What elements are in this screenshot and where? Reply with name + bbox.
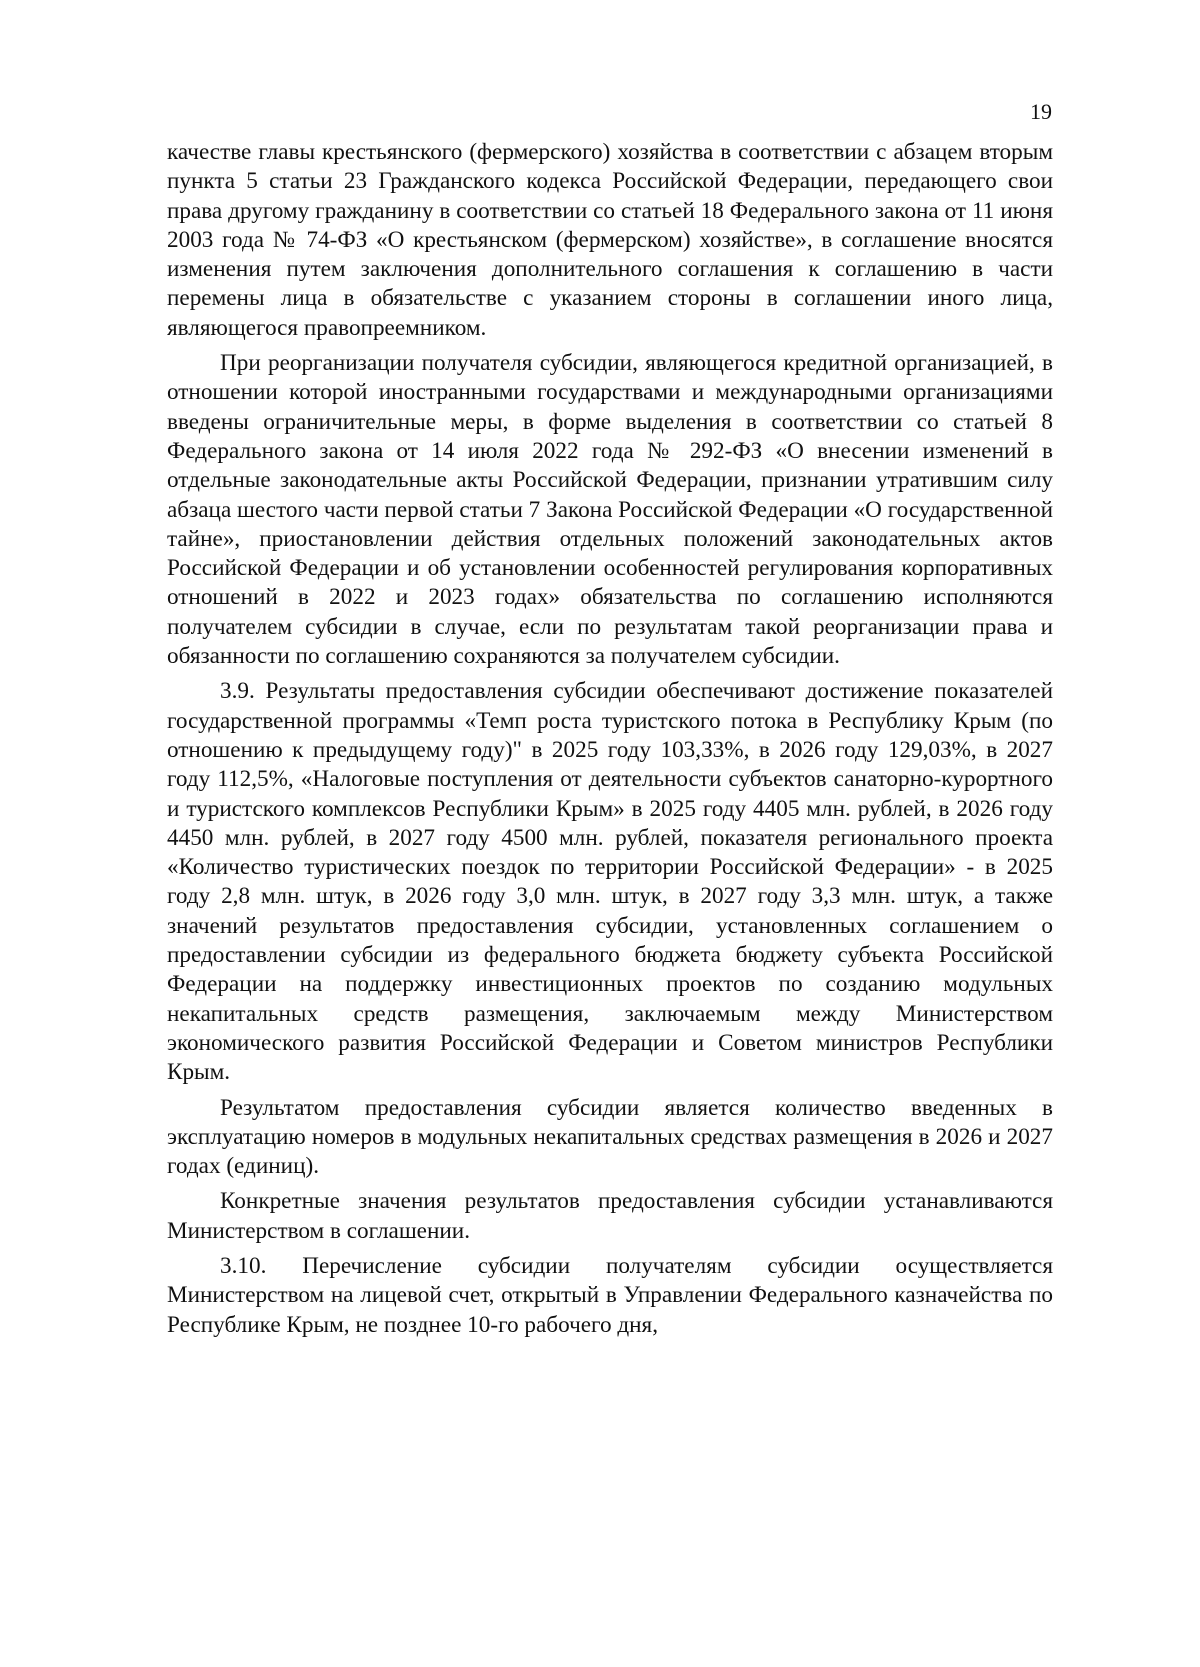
paragraph-reorganization: При реорганизации получателя субсидии, являющегося кредитной организацией, в отношении которой иностранными государствами и международными организациями введены ограничительные меры, в форме выделения в соответствии со статьей 8 Федерального закона от 14 июля 2022 года № 292-ФЗ «О внесении изменений в отдельные законодательные акты Российской Федерации, признании утратившим силу абзаца шестого части первой статьи 7 Закона Российской Федерации «О государственной тайне», приостановлении действия отдельных положений законодательных актов Российской Федерации и об установлении особенностей регулирования корпоративных отношений в 2022 и 2023 годах» обязательства по соглашению исполняются получателем субсидии в случае, если по результатам такой реорганизации права и обязанности по соглашению сохраняются за получателем субсидии. [167,350,1053,670]
paragraph-continuation: качестве главы крестьянского (фермерского) хозяйства в соответствии с абзацем вторым пункта 5 статьи 23 Гражданского кодекса Российской Федерации, передающего свои права другому гражданину в соответствии со статьей 18 Федерального закона от 11 июня 2003 года № 74-ФЗ «О крестьянском (фермерском) хозяйстве», в соглашение вносятся изменения путем заключения дополнительного соглашения к соглашению в части перемены лица в обязательстве с указанием стороны в соглашении иного лица, являющегося правопреемником. [167,139,1053,341]
paragraph-result-definition: Результатом предоставления субсидии является количество введенных в эксплуатацию номеров в модульных некапитальных средствах размещения в 2026 и 2027 годах (единиц). [167,1094,1053,1180]
paragraph-3-10-transfer: 3.10. Перечисление субсидии получателям субсидии осуществляется Министерством на лицевой счет, открытый в Управлении Федерального казначейства по Республике Крым, не позднее 10-го рабочего дня, [167,1252,1053,1338]
document-body [167,138,1053,1346]
paragraph-specific-values: Конкретные значения результатов предоставления субсидии устанавливаются Министерством в соглашении. [167,1188,1053,1244]
paragraph-3-9-results: 3.9. Результаты предоставления субсидии обеспечивают достижение показателей государственной программы «Темп роста туристского потока в Республику Крым (по отношению к предыдущему году)" в 2025 году 103,33%, в 2026 году 129,03%, в 2027 году 112,5%, «Налоговые поступления от деятельности субъектов санаторно-курортного и туристского комплексов Республики Крым» в 2025 году 4405 млн. рублей, в 2026 году 4450 млн. рублей, в 2027 году 4500 млн. рублей, показателя регионального проекта «Количество туристических поездок по территории Российской Федерации» - в 2025 году 2,8 млн. штук, в 2026 году 3,0 млн. штук, в 2027 году 3,3 млн. штук, а также значений результатов предоставления субсидии, установленных соглашением о предоставлении субсидии из федерального бюджета бюджету субъекта Российской Федерации на поддержку инвестиционных проектов по созданию модульных некапитальных средств размещения, заключаемым между Министерством экономического развития Российской Федерации и Советом министров Республики Крым. [167,678,1053,1086]
page-number: 19 [1030,99,1052,124]
